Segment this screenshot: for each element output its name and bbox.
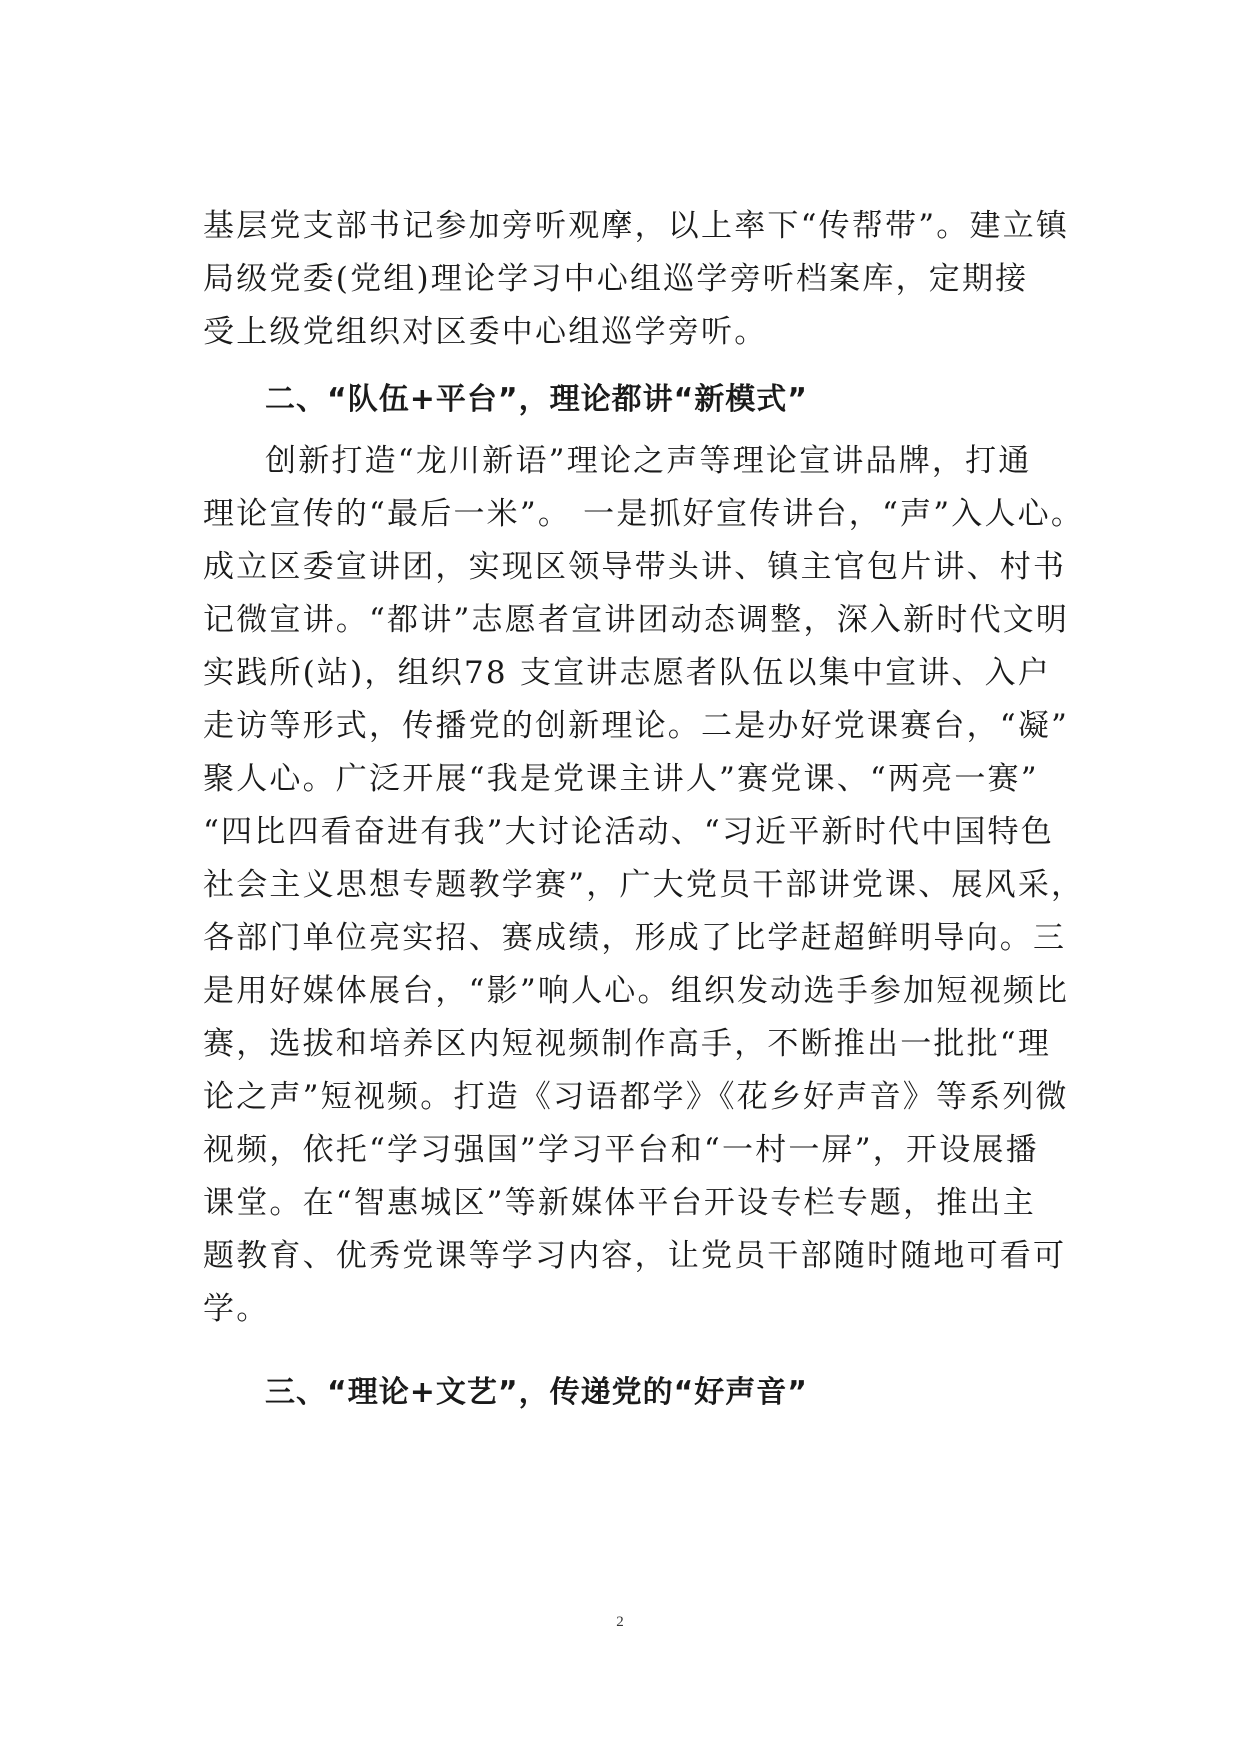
body-text-line: 视频，依托“学习强国”学习平台和“一村一屏”，开设展播: [203, 1132, 1039, 1168]
section-heading-2: 二、“队伍+平台”，理论都讲“新模式”: [265, 382, 809, 417]
body-text-line: 是用好媒体展台，“影”响人心。组织发动选手参加短视频比: [203, 973, 1070, 1009]
body-text-line: 学。: [203, 1291, 270, 1327]
body-text-line: 理论宣传的“最后一米”。 一是抓好宣传讲台，“声”入人心。: [203, 496, 1085, 532]
body-text-line: 各部门单位亮实招、赛成绩，形成了比学赶超鲜明导向。三: [203, 920, 1067, 956]
body-text-line: 成立区委宣讲团，实现区领导带头讲、镇主官包片讲、村书: [203, 549, 1067, 585]
body-text-line: 题教育、优秀党课等学习内容，让党员干部随时随地可看可: [203, 1238, 1067, 1274]
body-text-line: 课堂。在“智惠城区”等新媒体平台开设专栏专题，推出主: [203, 1185, 1036, 1221]
body-text-line: 基层党支部书记参加旁听观摩，以上率下“传帮带”。建立镇: [203, 208, 1070, 244]
page-number: 2: [616, 1614, 624, 1630]
body-text-line: 走访等形式，传播党的创新理论。二是办好党课赛台，“凝”: [203, 708, 1070, 744]
body-text-line: 受上级党组织对区委中心组巡学旁听。: [203, 314, 768, 350]
body-text-line: 局级党委(党组)理论学习中心组巡学旁听档案库，定期接: [203, 261, 1029, 297]
body-text-line: 社会主义思想专题教学赛”，广大党员干部讲党课、展风采，: [203, 867, 1085, 903]
body-text-line: 实践所(站)，组织78 支宣讲志愿者队伍以集中宣讲、入户: [203, 655, 1052, 691]
body-text-line: “四比四看奋进有我”大讨论活动、“习近平新时代中国特色: [203, 814, 1054, 850]
body-text-line: 聚人心。广泛开展“我是党课主讲人”赛党课、“两亮一赛”: [203, 761, 1039, 797]
section-heading-3: 三、“理论+文艺”，传递党的“好声音”: [265, 1375, 809, 1410]
body-text-line: 赛，选拔和培养区内短视频制作高手，不断推出一批批“理: [203, 1026, 1052, 1062]
body-text-line: 论之声”短视频。打造《习语都学》《花乡好声音》等系列微: [203, 1079, 1069, 1115]
body-text-line: 记微宣讲。“都讲”志愿者宣讲团动态调整，深入新时代文明: [203, 602, 1070, 638]
body-text-line: 创新打造“龙川新语”理论之声等理论宣讲品牌，打通: [265, 443, 1032, 479]
